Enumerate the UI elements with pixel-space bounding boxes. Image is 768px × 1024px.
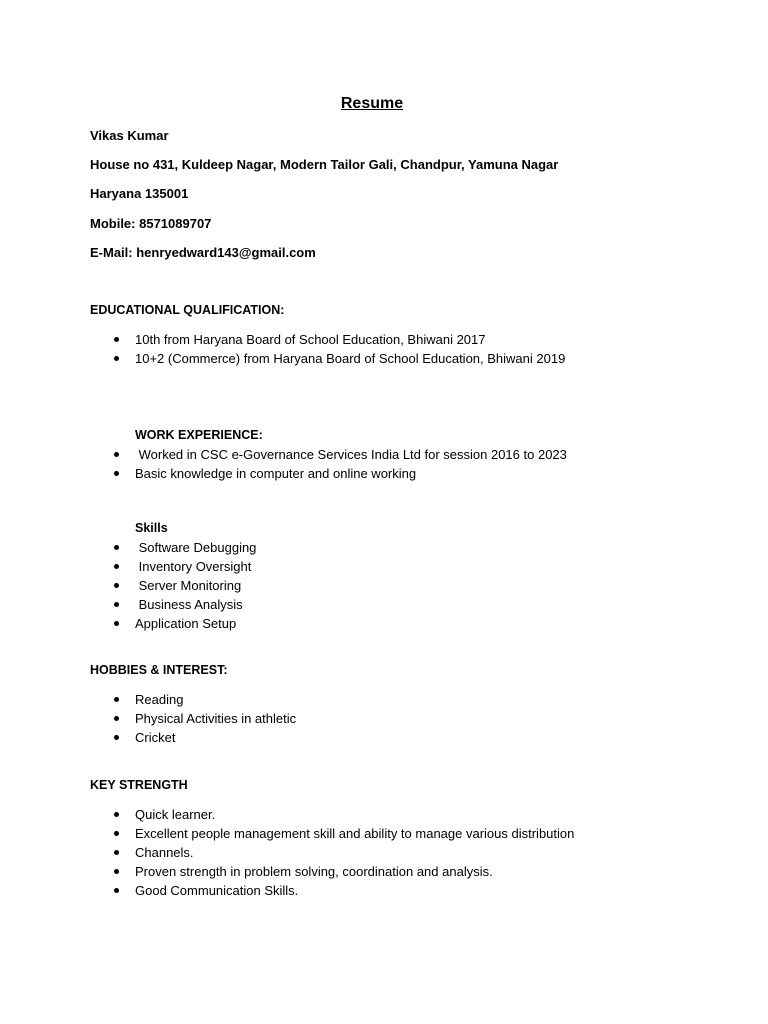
bullet-icon: [114, 831, 119, 836]
bullet-icon: [114, 583, 119, 588]
strengths-heading: KEY STRENGTH: [90, 778, 188, 792]
skills-heading: Skills: [135, 521, 168, 535]
bullet-icon: [114, 602, 119, 607]
bullet-icon: [114, 356, 119, 361]
bullet-icon: [114, 716, 119, 721]
bullet-icon: [114, 850, 119, 855]
bullet-icon: [114, 452, 119, 457]
bullet-icon: [114, 888, 119, 893]
bullet-icon: [114, 621, 119, 626]
email-line: E-Mail: henryedward143@gmail.com: [90, 245, 316, 260]
bullet-icon: [114, 564, 119, 569]
bullet-icon: [114, 471, 119, 476]
work-heading: WORK EXPERIENCE:: [135, 428, 263, 442]
hobbies-heading: HOBBIES & INTEREST:: [90, 663, 228, 677]
bullet-icon: [114, 545, 119, 550]
state-pin-line: Haryana 135001: [90, 186, 189, 201]
bullet-icon: [114, 812, 119, 817]
bullet-icon: [114, 735, 119, 740]
address-line: House no 431, Kuldeep Nagar, Modern Tailor Gali, Chandpur, Yamuna Nagar: [90, 157, 559, 172]
mobile-line: Mobile: 8571089707: [90, 216, 212, 231]
resume-title: Resume: [340, 95, 404, 112]
bullet-icon: [114, 697, 119, 702]
applicant-name: Vikas Kumar: [90, 128, 169, 143]
bullet-icon: [114, 869, 119, 874]
education-heading: EDUCATIONAL QUALIFICATION:: [90, 303, 285, 317]
resume-page: Resume Vikas Kumar House no 431, Kuldeep Nagar, Modern Tailor Gali, Chandpur, Yamuna Nagar Haryana 135001 Mobile: 8571089707 E-Mail: henryedward143@gmail.com EDUCATIONAL QUALIFICATION: 10th from Haryana Board of School Education, Bhiwani 2017 10+2 (Commerce) from Haryana Board of School Education, Bhiwani 2019 WORK EXPERIENCE: Worked in CSC e-Governance Services India Ltd for session 2016 to 2023 Basic knowledge in computer and online working Skills Software Debugging Inventory Oversight Server Monitoring Business Analysis Application Setup HOBBIES & INTEREST: Reading Physical Activities in athletic Cricket KEY STRENGTH Quick learner. Excellent people management skill and ability to manage various distribution Channels. Proven strength in problem solving, coordination and analysis. Good Communication Skills.: [0, 0, 768, 1024]
bullet-icon: [114, 337, 119, 342]
